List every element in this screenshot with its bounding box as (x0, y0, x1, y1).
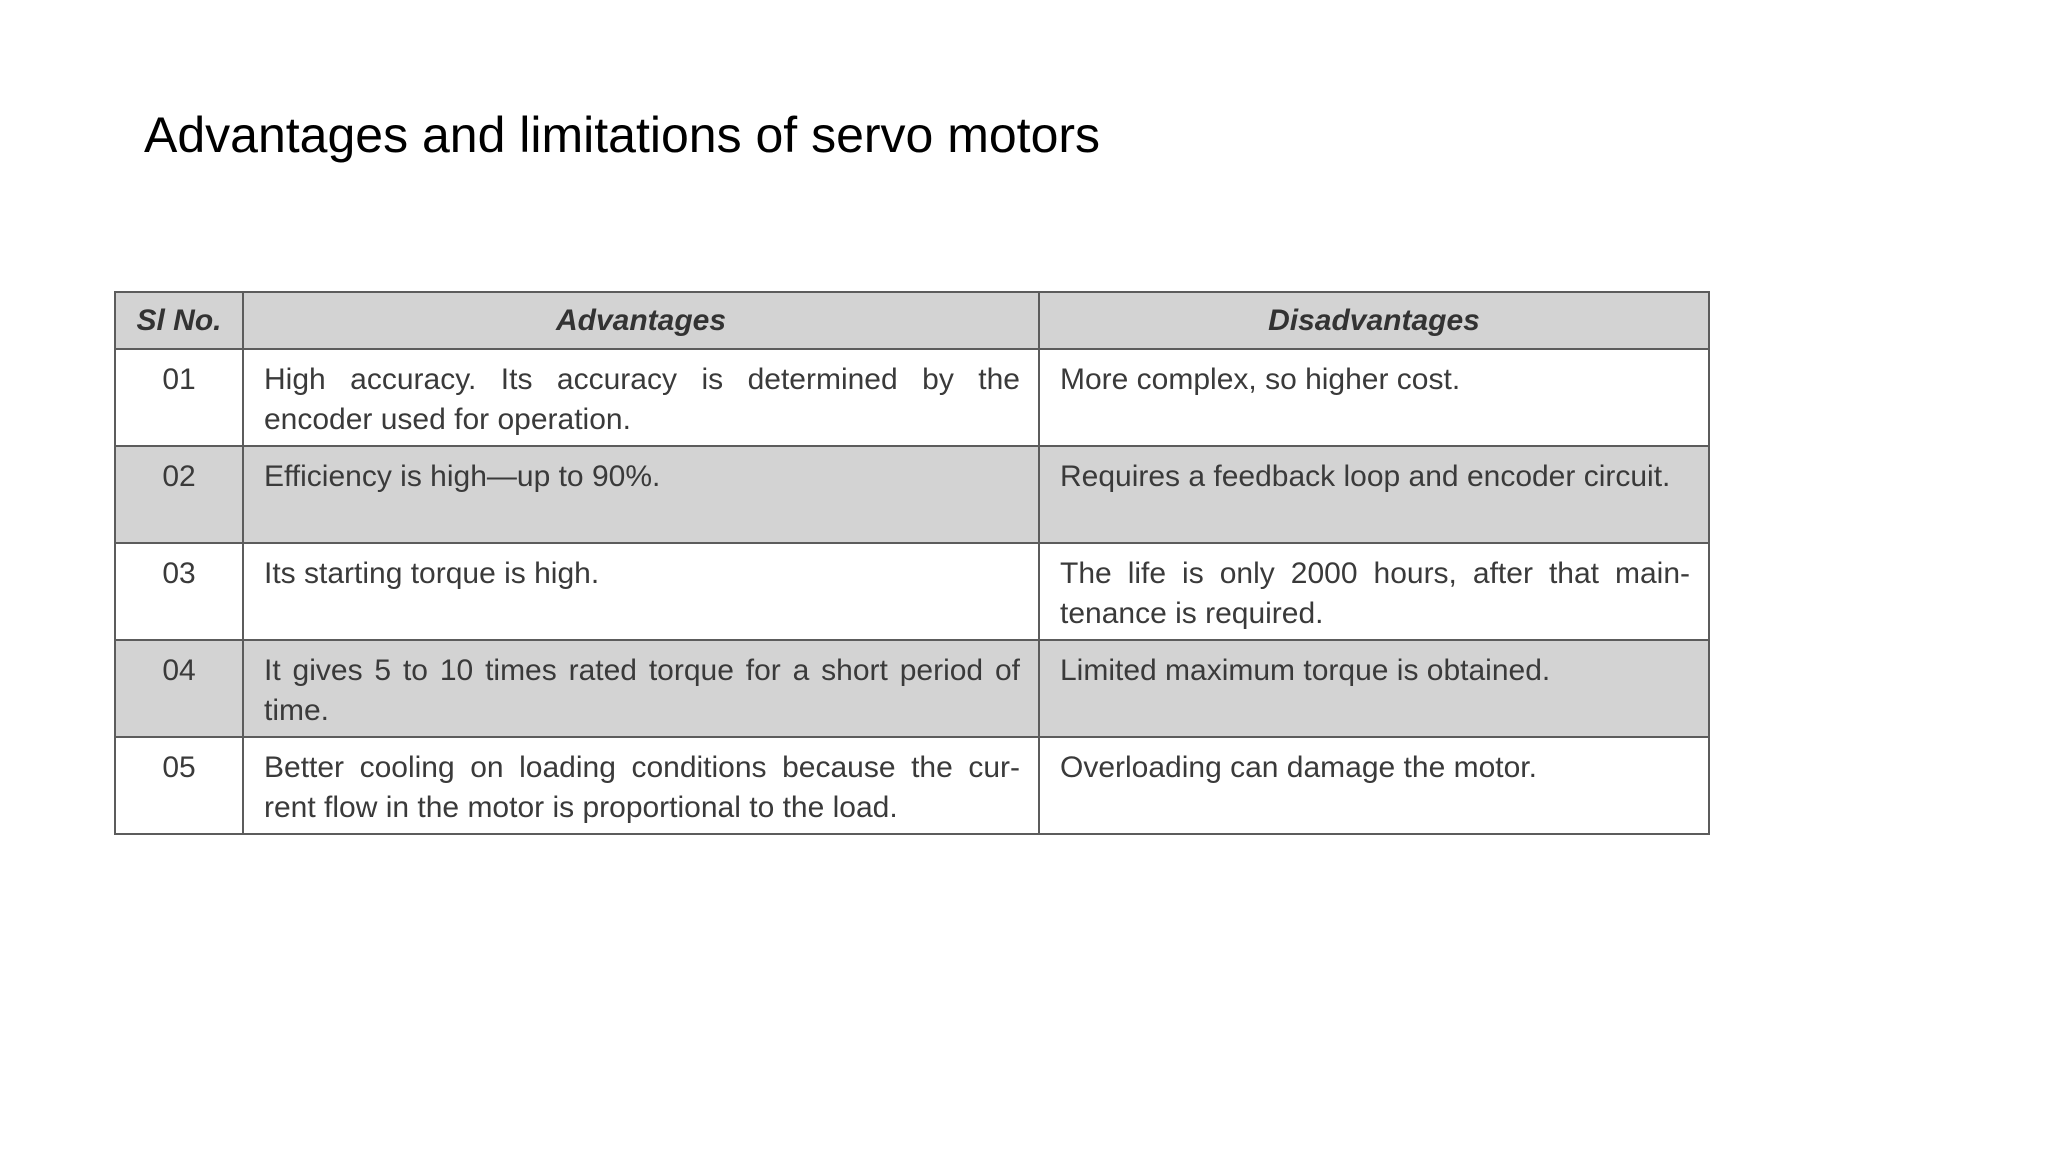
comparison-table (114, 291, 1710, 835)
row-number: 05 (115, 737, 243, 834)
advantage-cell: Efficiency is high—up to 90%. (243, 446, 1039, 543)
disadvantage-cell: Limited maximum torque is obtained. (1039, 640, 1709, 737)
disadvantage-cell: Requires a feedback loop and encoder circuit. (1039, 446, 1709, 543)
advantage-cell: High accuracy. Its accuracy is determined by the encoder used for operation. (243, 349, 1039, 446)
table-header-row (115, 292, 1709, 349)
row-number: 02 (115, 446, 243, 543)
row-number: 01 (115, 349, 243, 446)
header-sl-no: Sl No. (115, 292, 243, 349)
row-number: 04 (115, 640, 243, 737)
disadvantage-cell: The life is only 2000 hours, after that main-tenance is required. (1039, 543, 1709, 640)
disadvantage-cell: More complex, so higher cost. (1039, 349, 1709, 446)
table-row (115, 349, 1709, 446)
table-row (115, 543, 1709, 640)
table-row (115, 737, 1709, 834)
table-row (115, 446, 1709, 543)
header-disadvantages: Disadvantages (1039, 292, 1709, 349)
row-number: 03 (115, 543, 243, 640)
header-advantages: Advantages (243, 292, 1039, 349)
disadvantage-cell: Overloading can damage the motor. (1039, 737, 1709, 834)
slide-title: Advantages and limitations of servo motors (144, 107, 1101, 163)
advantage-cell: Its starting torque is high. (243, 543, 1039, 640)
table-row (115, 640, 1709, 737)
advantage-cell: Better cooling on loading conditions because the cur-rent flow in the motor is proportional to the load. (243, 737, 1039, 834)
comparison-table-container (114, 291, 1708, 835)
advantage-cell: It gives 5 to 10 times rated torque for a short period of time. (243, 640, 1039, 737)
